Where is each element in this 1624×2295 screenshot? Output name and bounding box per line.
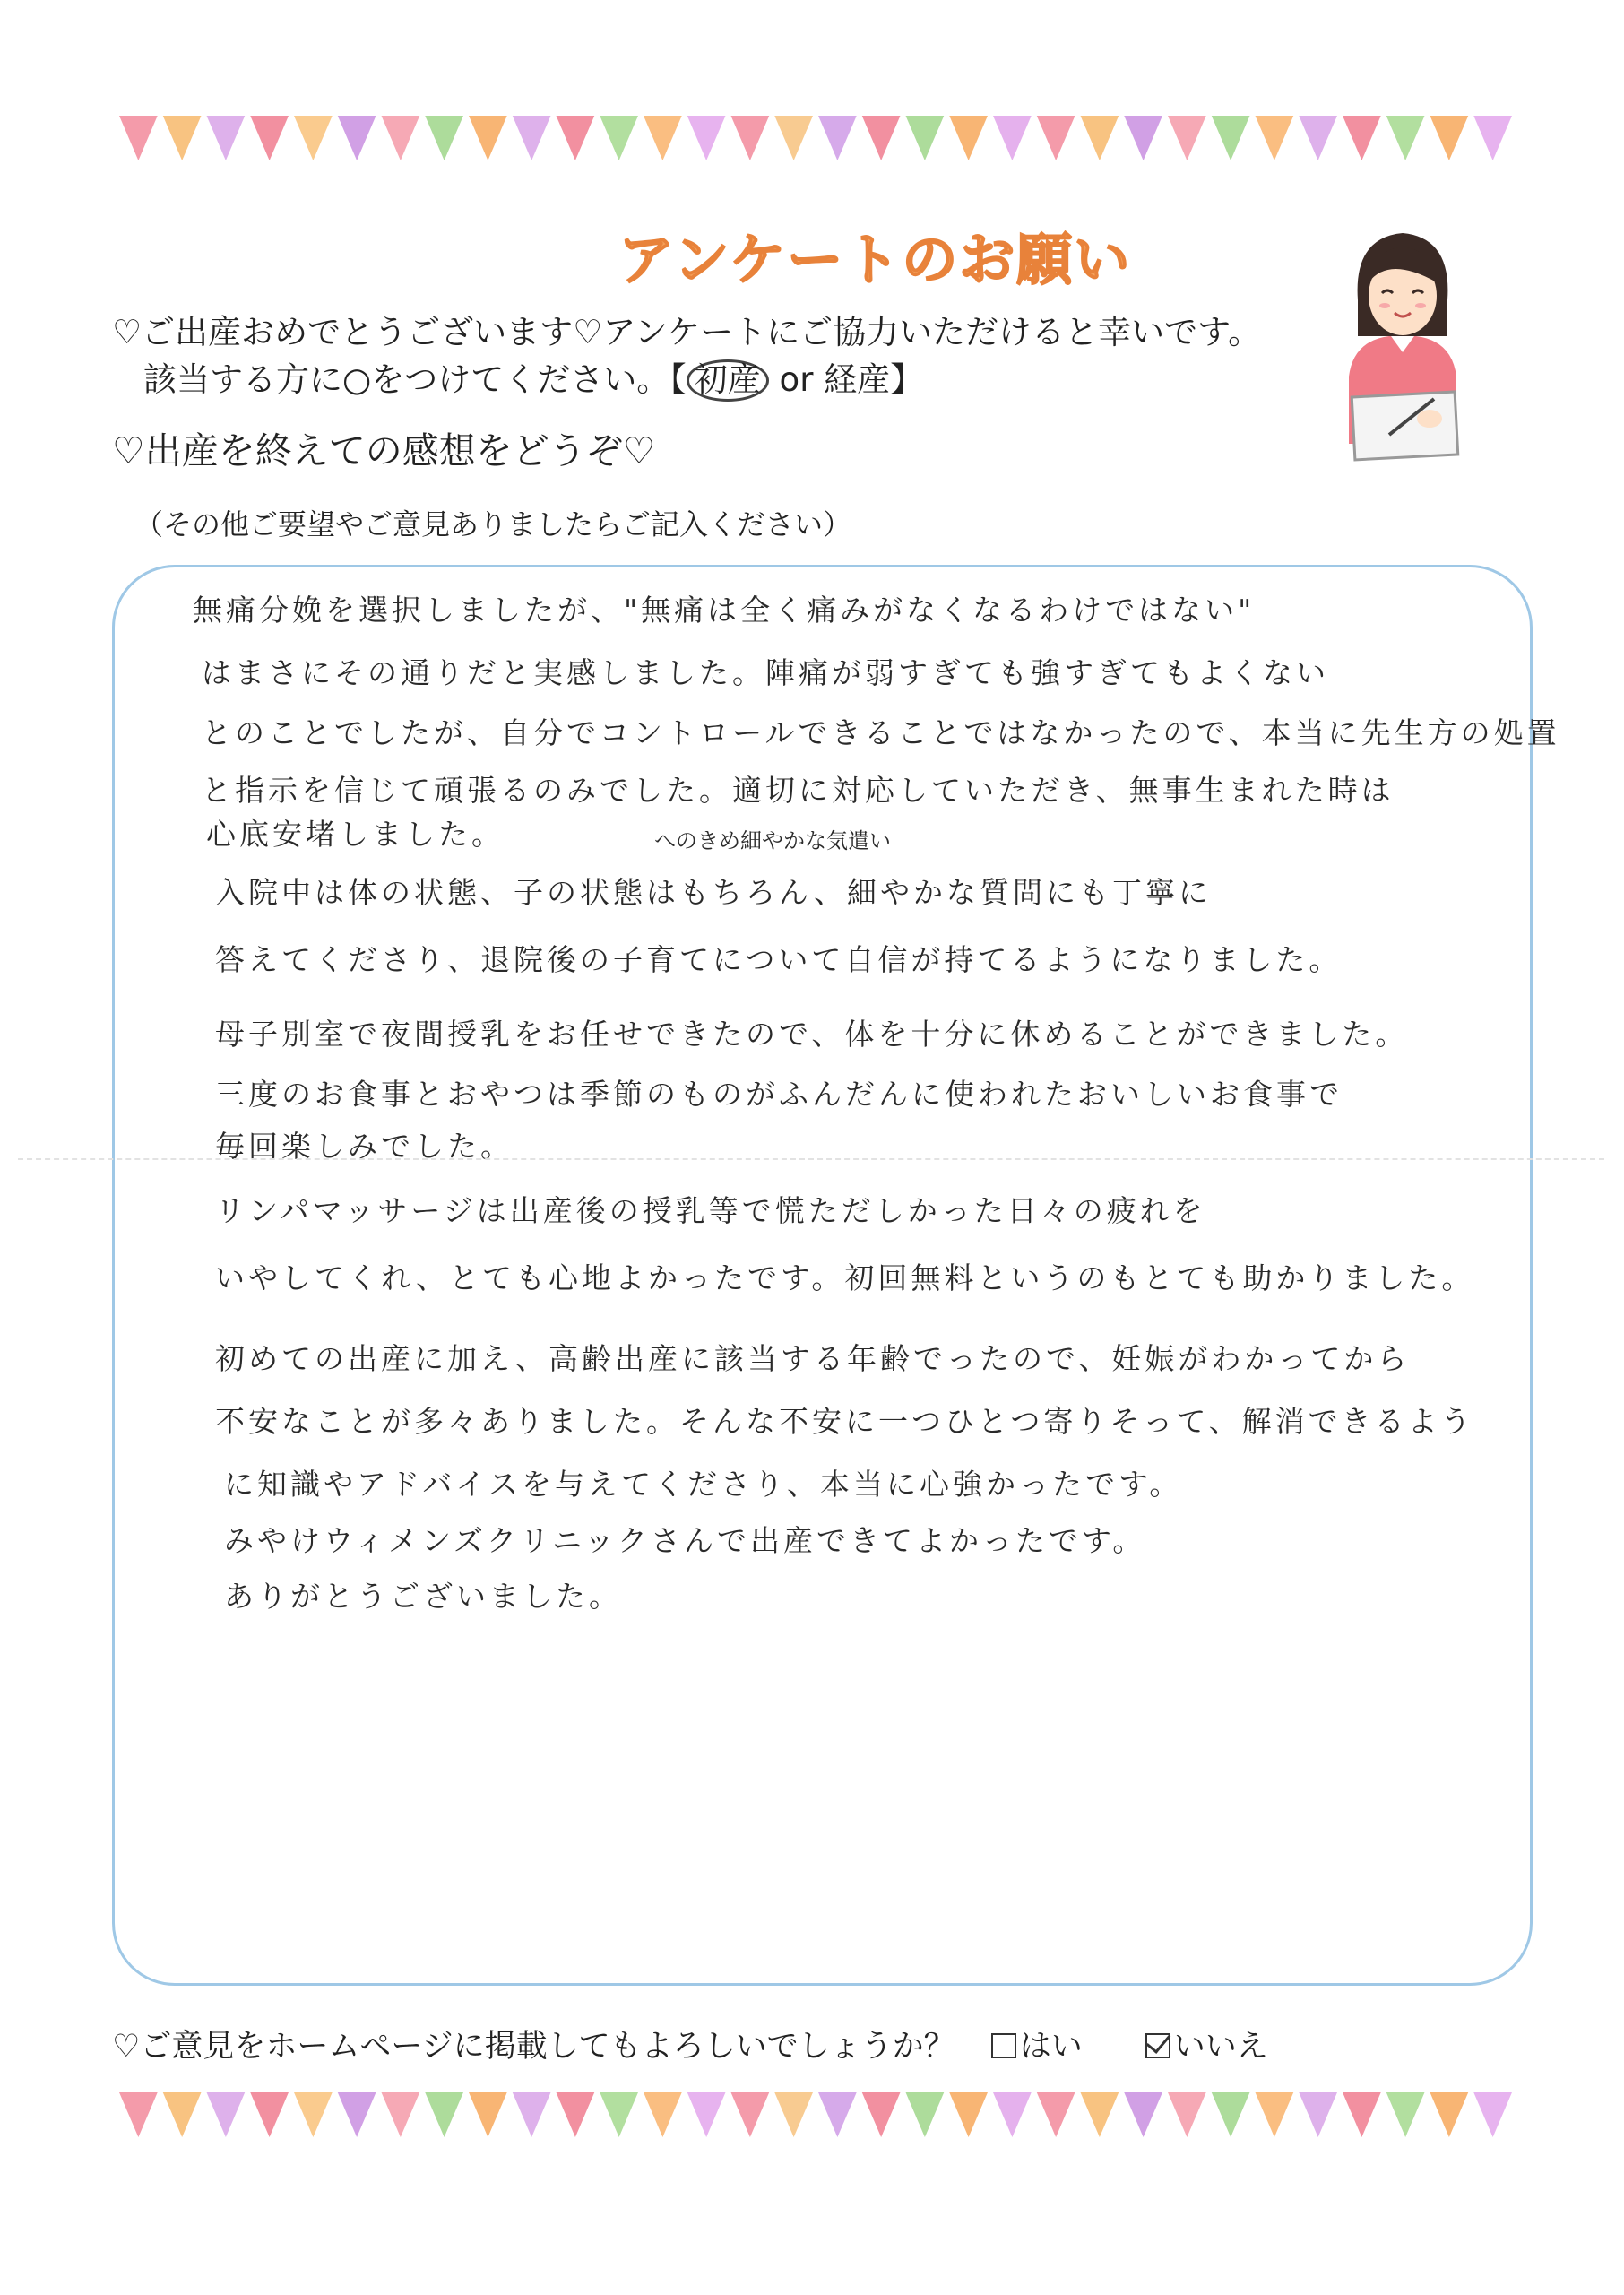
bunting-flag	[382, 2092, 420, 2137]
comment-line-10: 毎回楽しみでした。	[215, 1129, 514, 1164]
bunting-flag	[1168, 2092, 1206, 2137]
bunting-flag	[862, 116, 901, 160]
remark-note: （その他ご要望やご意見ありましたらご記入ください）	[134, 507, 852, 541]
bunting-flag	[1473, 2092, 1512, 2137]
bunting-flag	[119, 2092, 158, 2137]
comment-line-4: と指示を信じて頑張るのみでした。適切に対応していただき、無事生まれた時は	[202, 773, 1395, 808]
bunting-flag	[949, 116, 988, 160]
bunting-flag	[1212, 2092, 1250, 2137]
bunting-flag	[818, 2092, 857, 2137]
bunting-flag	[250, 2092, 289, 2137]
consent-line	[112, 2022, 1268, 2066]
bunting-flag	[906, 2092, 945, 2137]
bunting-flag	[1343, 2092, 1381, 2137]
comment-insertion: へのきめ細やかな気遣い	[654, 828, 891, 853]
bunting-flag	[1386, 116, 1425, 160]
bunting-flag	[469, 2092, 507, 2137]
consent-option-no[interactable]	[1145, 2029, 1268, 2065]
bunting-flag	[513, 2092, 551, 2137]
consent-question: ♡ご意見をホームページに掲載してもよろしいでしょうか？	[112, 2029, 955, 2065]
bunting-flag	[1037, 116, 1075, 160]
bunting-flag	[1168, 116, 1206, 160]
bunting-flag	[1430, 116, 1469, 160]
first-birth-option: 初産	[687, 359, 769, 402]
birth-type-line	[143, 352, 923, 402]
bunting-flag	[294, 116, 333, 160]
bunting-flag	[600, 2092, 638, 2137]
no-label: いいえ	[1173, 2029, 1268, 2065]
bunting-flag	[1212, 116, 1250, 160]
bunting-flag	[338, 2092, 376, 2137]
bunting-flag	[1256, 116, 1294, 160]
bunting-flag	[557, 2092, 595, 2137]
bunting-flag	[644, 116, 682, 160]
comment-line-14: 不安なことが多々ありました。そんな不安に一つひとつ寄りそって、解消できるよう	[215, 1404, 1474, 1439]
bunting-flag	[163, 2092, 202, 2137]
bunting-flag	[906, 116, 945, 160]
bunting-flag	[469, 116, 507, 160]
experienced-birth-option: 経産	[824, 360, 891, 399]
bunting-flag	[774, 116, 813, 160]
bunting-flag	[163, 116, 202, 160]
bunting-flag	[425, 2092, 463, 2137]
bunting-flag	[1386, 2092, 1425, 2137]
no-checkbox[interactable]	[1145, 2033, 1170, 2058]
bunting-flag	[818, 116, 857, 160]
bunting-flag	[949, 2092, 988, 2137]
bunting-flag	[862, 2092, 901, 2137]
bunting-flag	[513, 116, 551, 160]
comment-line-13: 初めての出産に加え、高齢出産に該当する年齢でったので、妊娠がわかってから	[215, 1341, 1411, 1376]
bunting-flag	[731, 116, 770, 160]
comment-line-12: いやしてくれ、とても心地よかったです。初回無料というのもとても助かりました。	[215, 1260, 1475, 1295]
page-title: アンケートのお願い	[618, 227, 1132, 292]
bunting-flag	[1081, 2092, 1119, 2137]
comment-line-3: とのことでしたが、自分でコントロールできることではなかったので、本当に先生方の処置	[202, 715, 1560, 750]
comment-line-11: リンパマッサージは出産後の授乳等で慌ただしかった日々の疲れを	[215, 1193, 1206, 1228]
bunting-flag	[207, 116, 246, 160]
bunting-flag	[1430, 2092, 1469, 2137]
bunting-top	[117, 112, 1515, 166]
bunting-flag	[1081, 116, 1119, 160]
bunting-flag	[774, 2092, 813, 2137]
bunting-flag	[993, 2092, 1032, 2137]
bunting-flag	[687, 2092, 726, 2137]
birth-type-separator: or	[768, 360, 825, 399]
bunting-flag	[1299, 2092, 1337, 2137]
yes-label: はい	[1019, 2029, 1083, 2065]
paper-fold-line	[18, 1158, 1604, 1160]
bunting-flag	[1124, 116, 1162, 160]
bunting-flag	[644, 2092, 682, 2137]
bunting-flag	[1299, 116, 1337, 160]
comment-line-15: に知識やアドバイスを与えてくださり、本当に心強かったです。	[224, 1467, 1183, 1502]
bunting-flag	[338, 116, 376, 160]
comment-line-9: 三度のお食事とおやつは季節のものがふんだんに使われたおいしいお食事で	[215, 1077, 1343, 1112]
yes-checkbox[interactable]	[991, 2033, 1016, 2058]
comment-line-6: 入院中は体の状態、子の状態はもちろん、細やかな質問にも丁寧に	[215, 875, 1212, 910]
bunting-flag	[294, 2092, 333, 2137]
comment-line-7: 答えてくださり、退院後の子育てについて自信が持てるようになりました。	[215, 942, 1343, 977]
comment-line-8: 母子別室で夜間授乳をお任せできたので、体を十分に休めることができました。	[215, 1017, 1409, 1052]
bunting-flag	[119, 116, 158, 160]
bunting-flag	[1124, 2092, 1162, 2137]
bunting-flag	[382, 116, 420, 160]
consent-option-yes[interactable]	[991, 2029, 1083, 2065]
comment-line-5: 心底安堵しました。	[206, 817, 505, 852]
bunting-flag	[1473, 116, 1512, 160]
greeting-text: ♡ご出産おめでとうございます♡アンケートにご協力いただけると幸いです。	[112, 313, 1262, 351]
bunting-flag	[207, 2092, 246, 2137]
bunting-flag	[250, 116, 289, 160]
bunting-flag	[1343, 116, 1381, 160]
bunting-flag	[731, 2092, 770, 2137]
bunting-flag	[1037, 2092, 1075, 2137]
bunting-flag	[1256, 2092, 1294, 2137]
bunting-flags-bottom	[117, 2089, 1515, 2143]
birth-type-suffix: 】	[890, 360, 924, 399]
woman-writing-illustration	[1335, 220, 1470, 462]
bunting-flag	[993, 116, 1032, 160]
bunting-flag	[557, 116, 595, 160]
comment-line-2: はまさにその通りだと実感しました。陣痛が弱すぎても強すぎてもよくない	[202, 655, 1329, 690]
bunting-flag	[600, 116, 638, 160]
bunting-flag	[687, 116, 726, 160]
bunting-flag	[425, 116, 463, 160]
comment-line-16: みやけウィメンズクリニックさんで出産できてよかったです。	[224, 1523, 1146, 1558]
comment-line-1: 無痛分娩を選択しましたが、"無痛は全く痛みがなくなるわけではない"	[193, 593, 1256, 628]
comment-line-17: ありがとうございました。	[224, 1579, 622, 1614]
impression-heading: ♡出産を終えての感想をどうぞ♡	[112, 429, 656, 472]
birth-type-prefix: 該当する方に○をつけてください。【	[143, 360, 687, 399]
bunting-bottom	[117, 2089, 1515, 2143]
bunting-flags-top	[117, 112, 1515, 166]
